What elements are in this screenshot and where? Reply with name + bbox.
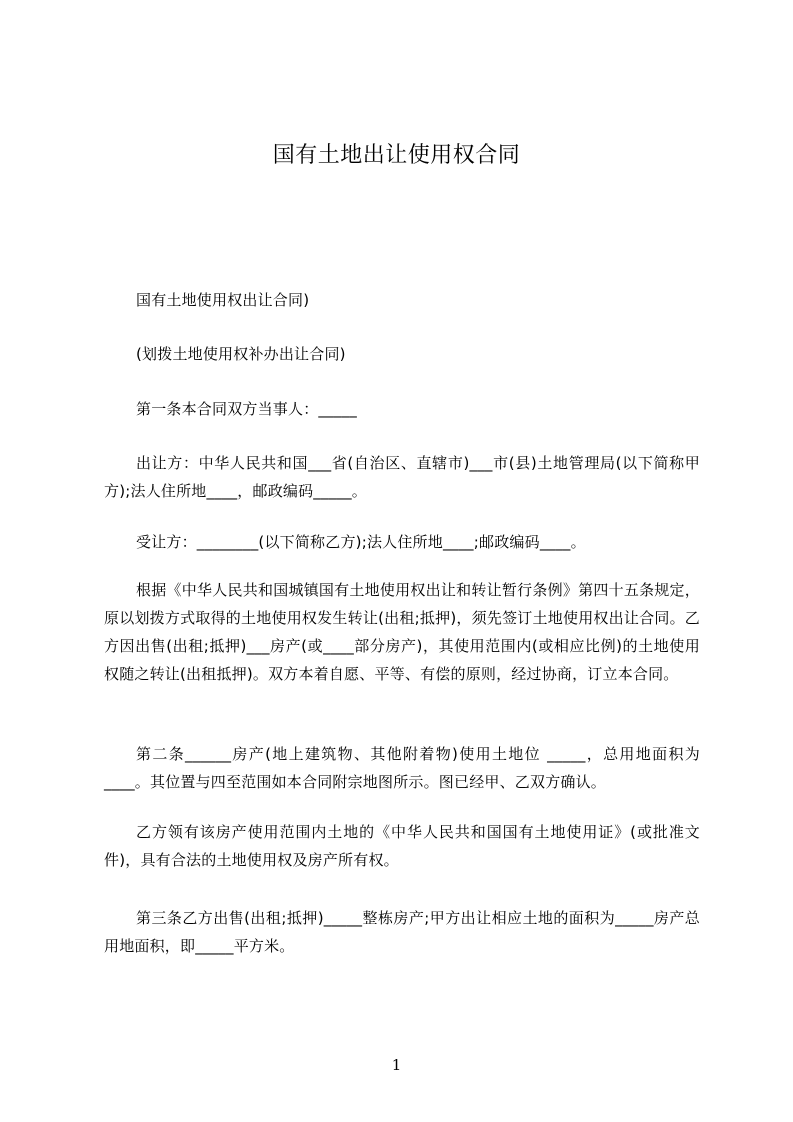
paragraph-grantor: 出让方：中华人民共和国___省(自治区、直辖市)___市(县)土地管理局(以下简称甲方);法人住所地____，邮政编码_____。 xyxy=(104,454,700,500)
paragraph-contract-subtitle: (划拨土地使用权补办出让合同) xyxy=(136,345,346,363)
paragraph-article-2: 第二条______房产(地上建筑物、其他附着物)使用土地位 _____，总用地面积为____。其位置与四至范围如本合同附宗地图所示。图已经甲、乙双方确认。 xyxy=(104,745,700,791)
paragraph-land-certificate: 乙方领有该房产使用范围内土地的《中华人民共和国国有土地使用证》(或批准文件)，具有合法的土地使用权及房产所有权。 xyxy=(104,823,700,869)
paragraph-article-1: 第一条本合同双方当事人：_____ xyxy=(136,400,357,418)
paragraph-basis: 根据《中华人民共和国城镇国有土地使用权出让和转让暂行条例》第四十五条规定，原以划拨方式取得的土地使用权发生转让(出租;抵押)，须先签订土地使用权出让合同。乙方因出售(出租;抵押)___房产(或____部分房产)，其使用范围内(或相应比例)的土地使用权随之转让(出租抵押)。双方本着自愿、平等、有偿的原则，经过协商，订立本合同。 xyxy=(104,581,700,683)
page-number: 1 xyxy=(391,1056,402,1074)
paragraph-grantee: 受让方：________(以下简称乙方);法人住所地____;邮政编码____。 xyxy=(136,533,586,551)
paragraph-contract-name: 国有土地使用权出让合同) xyxy=(136,291,310,309)
document-title: 国有土地出让使用权合同 xyxy=(272,143,521,168)
paragraph-article-3: 第三条乙方出售(出租;抵押)_____整栋房产;甲方出让相应土地的面积为_____房产总用地面积，即_____平方米。 xyxy=(104,909,700,955)
